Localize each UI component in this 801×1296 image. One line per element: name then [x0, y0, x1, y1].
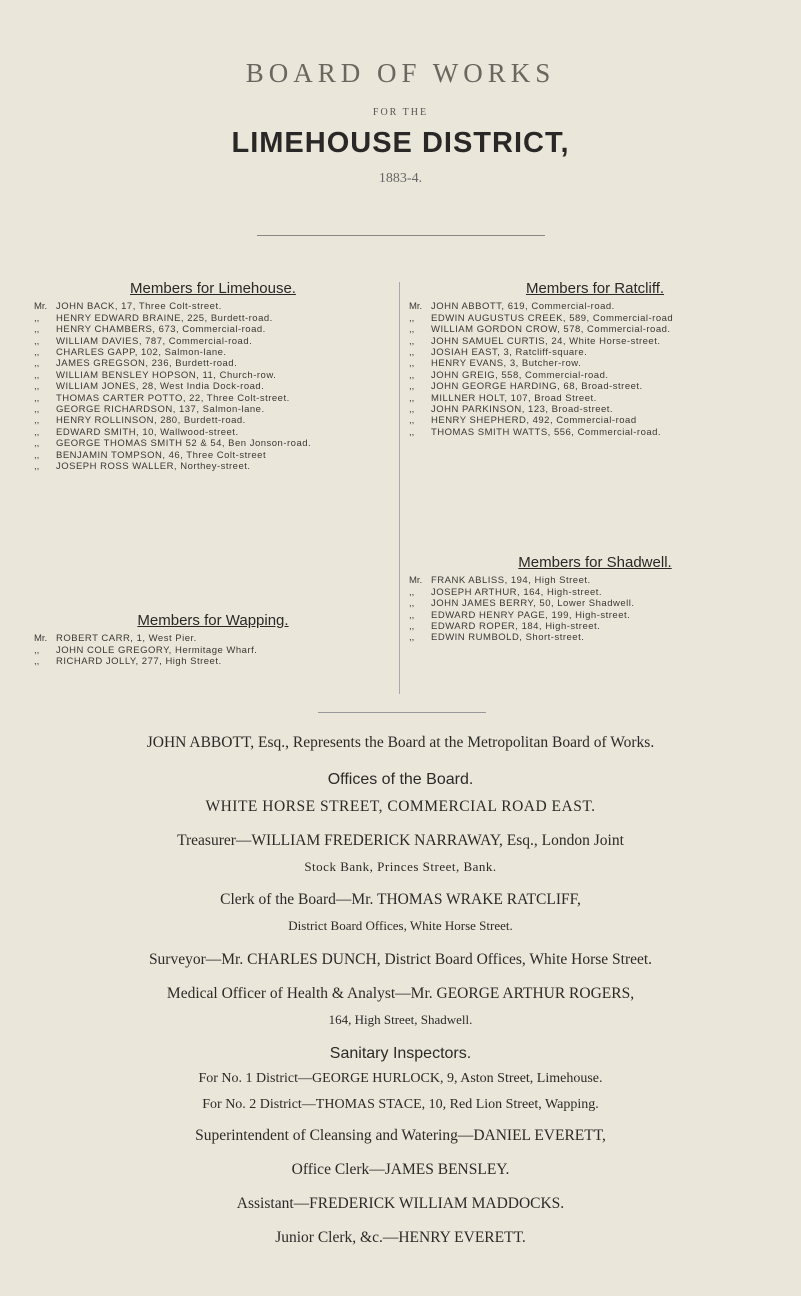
- wapping-heading: Members for Wapping.: [137, 612, 289, 629]
- column-divider: [399, 282, 400, 694]
- member-prefix: Mr.: [34, 301, 48, 313]
- member-prefix: ,,: [34, 312, 40, 324]
- limehouse-section: [34, 280, 392, 473]
- representative-line: JOHN ABBOTT, Esq., Represents the Board at the Metropolitan Board of Works.: [146, 734, 655, 751]
- wapping-members-list: [34, 633, 392, 667]
- member-name-address: MILLNER HOLT, 107, Broad Street.: [431, 392, 597, 404]
- member-name-address: EDWARD ROPER, 184, High-street.: [431, 621, 601, 633]
- member-prefix: ,,: [34, 438, 40, 450]
- member-name-address: FRANK ABLISS, 194, High Street.: [431, 575, 591, 587]
- treasurer-line: Treasurer—WILLIAM FREDERICK NARRAWAY, Esq., London Joint: [177, 832, 624, 849]
- member-prefix: ,,: [409, 404, 415, 416]
- medical-officer-address: 164, High Street, Shadwell.: [328, 1012, 473, 1027]
- shadwell-section: [409, 554, 781, 644]
- clerk-line: Clerk of the Board—Mr. THOMAS WRAKE RATCLIFF,: [220, 891, 581, 908]
- limehouse-members-list: [34, 301, 392, 472]
- for-the-label: FOR THE: [372, 107, 429, 118]
- member-entry: [34, 427, 392, 438]
- office-clerk-line: Office Clerk—JAMES BENSLEY.: [291, 1161, 510, 1178]
- member-name-address: JOSIAH EAST, 3, Ratcliff-square.: [431, 347, 588, 359]
- member-prefix: ,,: [34, 369, 40, 381]
- ratcliff-section: [409, 280, 781, 438]
- member-entry: [34, 358, 392, 369]
- member-prefix: ,,: [409, 426, 415, 438]
- member-prefix: ,,: [409, 381, 415, 393]
- member-name-address: JOHN BACK, 17, Three Colt-street.: [56, 301, 222, 313]
- clerk-address: District Board Offices, White Horse Street.: [288, 918, 513, 933]
- member-entry: [409, 313, 781, 324]
- member-name-address: JOHN COLE GREGORY, Hermitage Wharf.: [56, 644, 258, 656]
- member-entry: [409, 336, 781, 347]
- surveyor-line: Surveyor—Mr. CHARLES DUNCH, District Board Offices, White Horse Street.: [148, 951, 653, 968]
- member-name-address: HENRY EDWARD BRAINE, 225, Burdett-road.: [56, 312, 273, 324]
- sanitary-inspector-1: For No. 1 District—GEORGE HURLOCK, 9, Aston Street, Limehouse.: [198, 1071, 603, 1086]
- top-divider: [257, 235, 545, 236]
- member-name-address: WILLIAM BENSLEY HOPSON, 11, Church-row.: [56, 369, 277, 381]
- shadwell-members-list: [409, 575, 781, 643]
- member-entry: [34, 461, 392, 472]
- shadwell-heading: Members for Shadwell.: [518, 554, 672, 571]
- member-entry: [34, 450, 392, 461]
- member-prefix: ,,: [34, 324, 40, 336]
- member-entry: [409, 301, 781, 312]
- member-prefix: ,,: [409, 347, 415, 359]
- member-prefix: ,,: [34, 347, 40, 359]
- member-name-address: WILLIAM GORDON CROW, 578, Commercial-road.: [431, 324, 671, 336]
- member-name-address: ROBERT CARR, 1, West Pier.: [56, 633, 197, 645]
- member-name-address: HENRY CHAMBERS, 673, Commercial-road.: [56, 324, 266, 336]
- member-entry: [409, 347, 781, 358]
- member-entry: [34, 633, 392, 644]
- member-name-address: EDWIN RUMBOLD, Short-street.: [431, 632, 585, 644]
- member-entry: [34, 404, 392, 415]
- member-prefix: ,,: [409, 632, 415, 644]
- member-entry: [34, 301, 392, 312]
- member-entry: [409, 381, 781, 392]
- member-prefix: ,,: [409, 369, 415, 381]
- member-entry: [409, 370, 781, 381]
- member-prefix: ,,: [409, 392, 415, 404]
- member-entry: [409, 632, 781, 643]
- member-name-address: HENRY SHEPHERD, 492, Commercial-road: [431, 415, 637, 427]
- member-prefix: Mr.: [34, 633, 48, 645]
- member-name-address: RICHARD JOLLY, 277, High Street.: [56, 656, 222, 668]
- offices-heading: Offices of the Board.: [327, 771, 474, 788]
- member-name-address: EDWARD HENRY PAGE, 199, High-street.: [431, 609, 631, 621]
- offices-address: WHITE HORSE STREET, COMMERCIAL ROAD EAST.: [205, 798, 596, 815]
- member-entry: [409, 621, 781, 632]
- member-name-address: JOHN GEORGE HARDING, 68, Broad-street.: [431, 381, 643, 393]
- member-entry: [34, 347, 392, 358]
- member-name-address: EDWARD SMITH, 10, Wallwood-street.: [56, 426, 239, 438]
- member-prefix: ,,: [34, 426, 40, 438]
- member-name-address: GEORGE THOMAS SMITH 52 & 54, Ben Jonson-road.: [56, 438, 312, 450]
- member-prefix: ,,: [409, 598, 415, 610]
- treasurer-bank: Stock Bank, Princes Street, Bank.: [304, 859, 497, 874]
- member-name-address: BENJAMIN TOMPSON, 46, Three Colt-street: [56, 449, 267, 461]
- member-prefix: ,,: [409, 609, 415, 621]
- member-name-address: JAMES GREGSON, 236, Burdett-road.: [56, 358, 238, 370]
- year-label: 1883-4.: [378, 171, 423, 186]
- member-name-address: WILLIAM JONES, 28, West India Dock-road.: [56, 381, 265, 393]
- ratcliff-heading: Members for Ratcliff.: [525, 280, 665, 297]
- member-name-address: JOHN PARKINSON, 123, Broad-street.: [431, 404, 614, 416]
- member-entry: [34, 370, 392, 381]
- member-entry: [409, 324, 781, 335]
- superintendent-line: Superintendent of Cleansing and Watering—DANIEL EVERETT,: [195, 1127, 606, 1144]
- member-entry: [409, 393, 781, 404]
- member-entry: [34, 381, 392, 392]
- member-entry: [34, 438, 392, 449]
- member-prefix: ,,: [34, 381, 40, 393]
- member-prefix: ,,: [34, 656, 40, 668]
- member-name-address: JOHN ABBOTT, 619, Commercial-road.: [431, 301, 615, 313]
- member-prefix: ,,: [34, 335, 40, 347]
- junior-clerk-line: Junior Clerk, &c.—HENRY EVERETT.: [275, 1229, 526, 1246]
- member-prefix: ,,: [409, 586, 415, 598]
- member-prefix: Mr.: [409, 301, 423, 313]
- member-prefix: ,,: [409, 312, 415, 324]
- member-entry: [34, 313, 392, 324]
- member-name-address: JOHN GREIG, 558, Commercial-road.: [431, 369, 609, 381]
- member-name-address: JOHN SAMUEL CURTIS, 24, White Horse-street.: [431, 335, 661, 347]
- member-prefix: ,,: [34, 461, 40, 473]
- medical-officer-line: Medical Officer of Health & Analyst—Mr. GEORGE ARTHUR ROGERS,: [166, 985, 635, 1002]
- member-name-address: WILLIAM DAVIES, 787, Commercial-road.: [56, 335, 253, 347]
- limehouse-heading: Members for Limehouse.: [130, 280, 296, 297]
- member-name-address: THOMAS SMITH WATTS, 556, Commercial-road.: [431, 426, 662, 438]
- member-name-address: JOHN JAMES BERRY, 50, Lower Shadwell.: [431, 598, 635, 610]
- member-name-address: EDWIN AUGUSTUS CREEK, 589, Commercial-road: [431, 312, 674, 324]
- member-entry: [409, 404, 781, 415]
- member-prefix: ,,: [34, 644, 40, 656]
- member-entry: [34, 656, 392, 667]
- member-name-address: JOSEPH ROSS WALLER, Northey-street.: [56, 461, 251, 473]
- member-entry: [409, 575, 781, 586]
- member-name-address: HENRY EVANS, 3, Butcher-row.: [431, 358, 582, 370]
- member-prefix: Mr.: [409, 575, 423, 587]
- member-entry: [34, 393, 392, 404]
- member-entry: [409, 427, 781, 438]
- member-prefix: ,,: [34, 358, 40, 370]
- district-title: LIMEHOUSE DISTRICT,: [231, 127, 570, 159]
- member-entry: [34, 415, 392, 426]
- member-prefix: ,,: [34, 404, 40, 416]
- assistant-line: Assistant—FREDERICK WILLIAM MADDOCKS.: [236, 1195, 565, 1212]
- member-entry: [34, 645, 392, 656]
- member-entry: [34, 336, 392, 347]
- member-prefix: ,,: [34, 449, 40, 461]
- member-name-address: THOMAS CARTER POTTO, 22, Three Colt-street.: [56, 392, 290, 404]
- member-prefix: ,,: [409, 621, 415, 633]
- wapping-section: [34, 612, 392, 668]
- member-entry: [409, 358, 781, 369]
- board-title: BOARD OF WORKS: [245, 58, 556, 88]
- middle-divider: [318, 712, 486, 713]
- member-prefix: ,,: [409, 358, 415, 370]
- sanitary-inspector-2: For No. 2 District—THOMAS STACE, 10, Red Lion Street, Wapping.: [202, 1097, 599, 1112]
- member-prefix: ,,: [409, 415, 415, 427]
- member-prefix: ,,: [409, 324, 415, 336]
- member-entry: [409, 415, 781, 426]
- member-name-address: JOSEPH ARTHUR, 164, High-street.: [431, 586, 603, 598]
- member-entry: [409, 610, 781, 621]
- member-prefix: ,,: [409, 335, 415, 347]
- member-name-address: CHARLES GAPP, 102, Salmon-lane.: [56, 347, 227, 359]
- member-prefix: ,,: [34, 415, 40, 427]
- member-entry: [409, 587, 781, 598]
- member-entry: [34, 324, 392, 335]
- member-entry: [409, 598, 781, 609]
- member-name-address: GEORGE RICHARDSON, 137, Salmon-lane.: [56, 404, 265, 416]
- sanitary-heading: Sanitary Inspectors.: [329, 1045, 472, 1062]
- member-prefix: ,,: [34, 392, 40, 404]
- member-name-address: HENRY ROLLINSON, 280, Burdett-road.: [56, 415, 246, 427]
- ratcliff-members-list: [409, 301, 781, 438]
